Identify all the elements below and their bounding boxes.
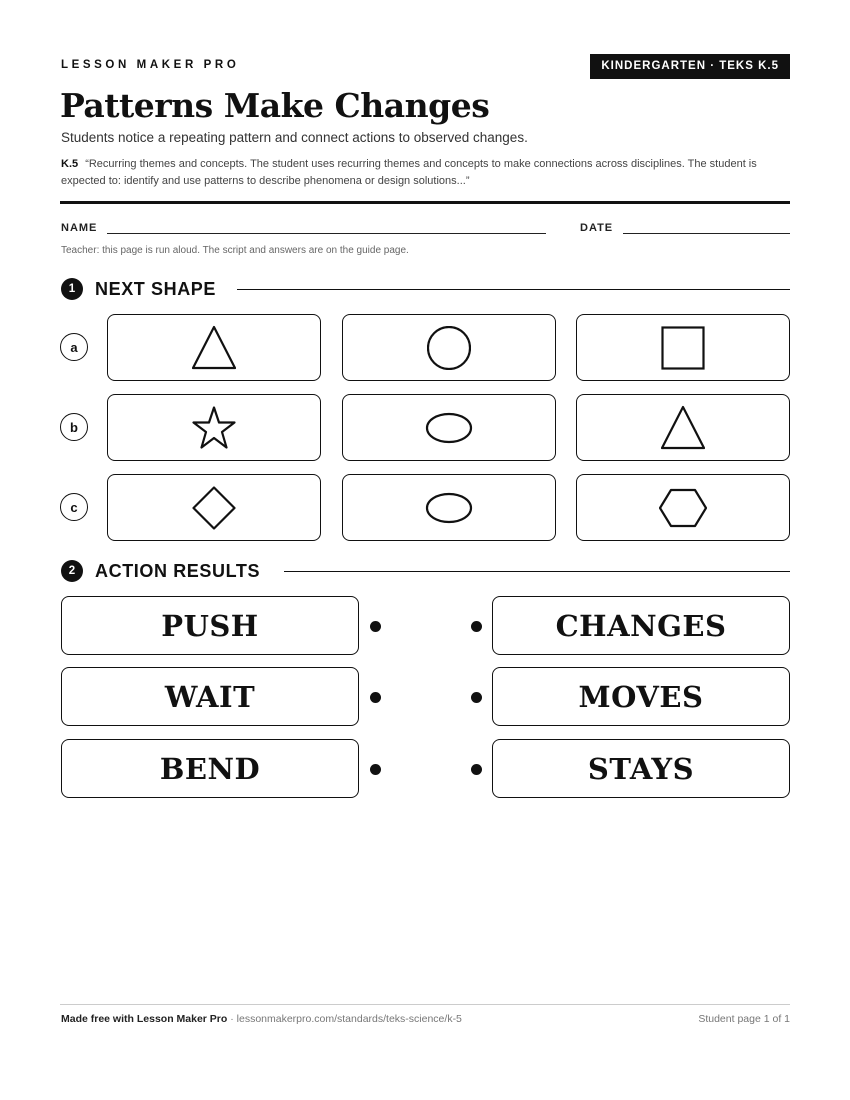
hexagon-icon <box>659 486 707 530</box>
shape-card[interactable] <box>342 394 556 461</box>
action-word-card: BEND <box>61 739 359 798</box>
section-number-badge: 2 <box>61 560 83 582</box>
row-letter-c: c <box>60 493 88 521</box>
page-subtitle: Students notice a repeating pattern and connect actions to observed changes. <box>61 130 528 145</box>
brand-name: LESSON MAKER PRO <box>61 59 240 71</box>
match-dot-right[interactable] <box>471 764 482 775</box>
triangle-icon <box>661 405 705 450</box>
match-dot-right[interactable] <box>471 692 482 703</box>
shape-card[interactable] <box>342 314 556 381</box>
square-icon <box>661 326 705 370</box>
footer-credit <box>61 1013 462 1025</box>
match-dot-left[interactable] <box>370 692 381 703</box>
oval-icon <box>425 492 473 524</box>
section-title: NEXT SHAPE <box>95 278 217 299</box>
triangle-icon <box>192 325 236 370</box>
action-word-card: WAIT <box>61 667 359 726</box>
footer-divider <box>60 1004 790 1005</box>
section-divider <box>284 571 790 572</box>
section-divider <box>237 289 790 290</box>
page-title: Patterns Make Changes <box>60 86 490 125</box>
section-title: ACTION RESULTS <box>95 560 261 581</box>
diamond-icon <box>192 486 236 530</box>
match-dot-right[interactable] <box>471 621 482 632</box>
grade-badge: KINDERGARTEN · TEKS K.5 <box>590 54 790 79</box>
shape-card[interactable] <box>576 394 790 461</box>
row-letter-b: b <box>60 413 88 441</box>
teacher-note: Teacher: this page is run aloud. The script and answers are on the guide page. <box>61 245 409 256</box>
shape-card[interactable] <box>107 394 321 461</box>
result-word-card: CHANGES <box>492 596 790 655</box>
standard-code: K.5 <box>61 158 79 170</box>
match-dot-left[interactable] <box>370 621 381 632</box>
name-field[interactable] <box>107 233 546 234</box>
shape-card[interactable] <box>107 474 321 541</box>
footer-url: · lessonmakerpro.com/standards/teks-science/k-5 <box>227 1013 462 1025</box>
row-letter-a: a <box>60 333 88 361</box>
shape-card[interactable] <box>342 474 556 541</box>
footer-page-number: Student page 1 of 1 <box>698 1013 790 1025</box>
footer-made-with: Made free with Lesson Maker Pro <box>61 1013 228 1025</box>
circle-icon <box>427 326 471 370</box>
header-divider <box>60 201 790 204</box>
shape-card[interactable] <box>107 314 321 381</box>
name-label: NAME <box>61 222 98 234</box>
standard-description <box>61 156 786 190</box>
date-field[interactable] <box>623 233 790 234</box>
date-label: DATE <box>580 222 614 234</box>
star-icon <box>192 406 236 450</box>
match-dot-left[interactable] <box>370 764 381 775</box>
action-word-card: PUSH <box>61 596 359 655</box>
standard-text: “Recurring themes and concepts. The student uses recurring themes and concepts to make connections across disciplines. The student is expected to: identify and use patterns to describe phenomena or design solutions...” <box>61 158 757 187</box>
result-word-card: MOVES <box>492 667 790 726</box>
oval-icon <box>425 412 473 444</box>
section-next-shape-heading <box>61 278 216 300</box>
section-number-badge: 1 <box>61 278 83 300</box>
section-action-results-heading <box>61 560 260 582</box>
result-word-card: STAYS <box>492 739 790 798</box>
shape-card[interactable] <box>576 314 790 381</box>
shape-card[interactable] <box>576 474 790 541</box>
